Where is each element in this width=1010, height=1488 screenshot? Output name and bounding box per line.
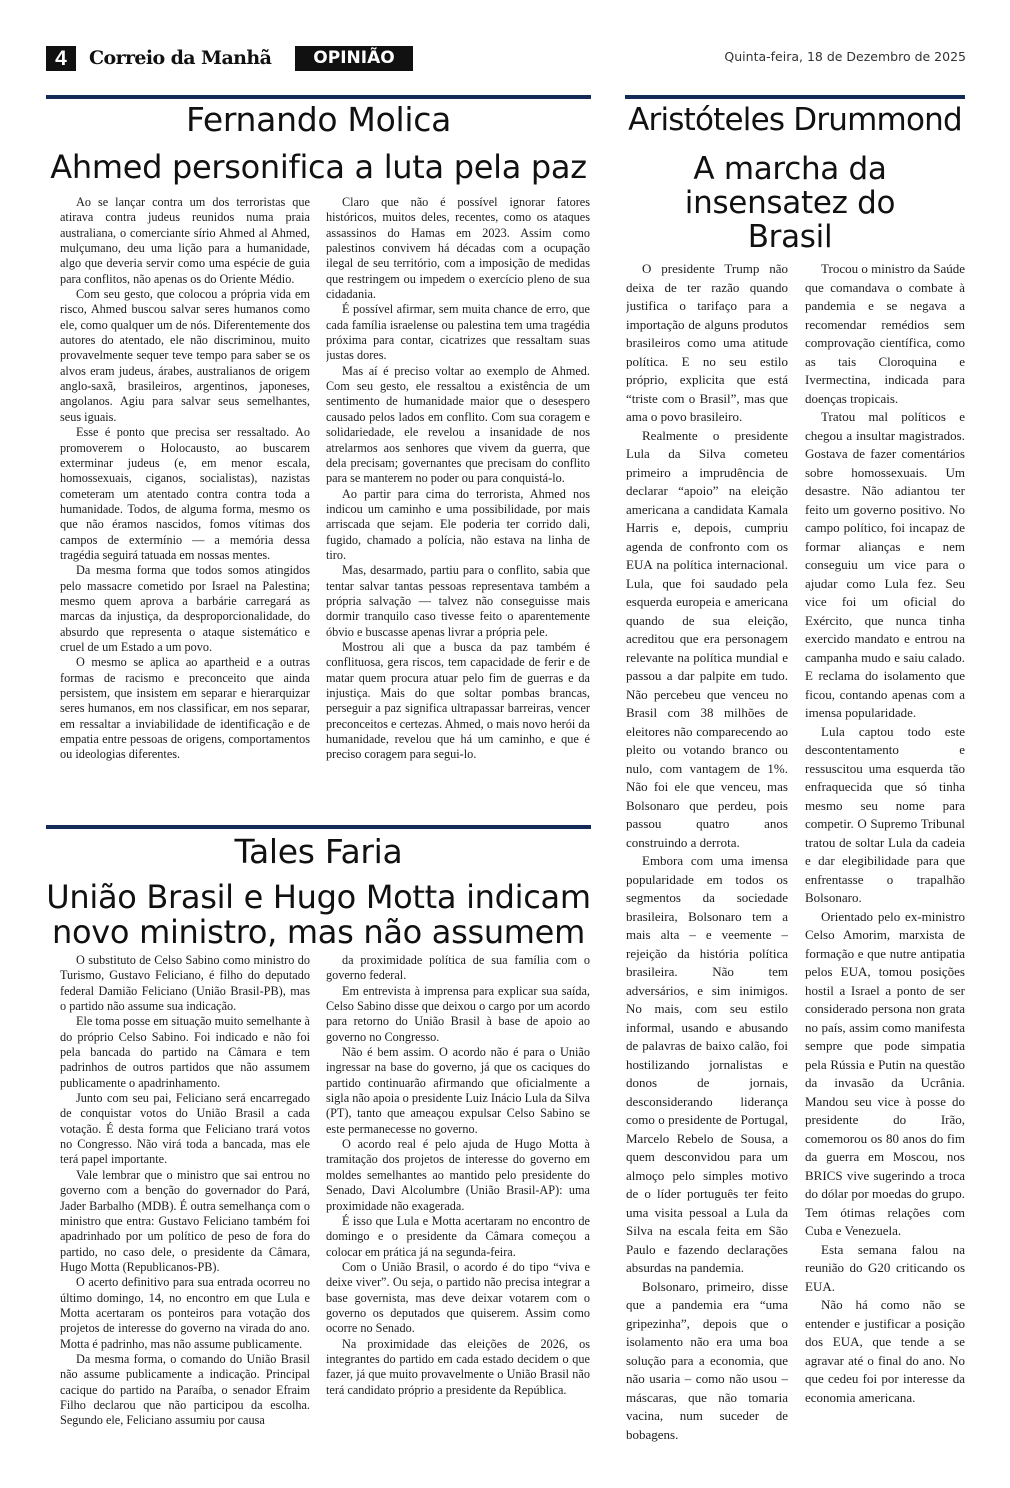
article-column <box>326 195 590 795</box>
author-name: Tales Faria <box>234 832 403 871</box>
author-name: Fernando Molica <box>185 100 451 139</box>
article-paragraph: Em entrevista à imprensa para explicar sua saída, Celso Sabino disse que deixou o cargo por um acordo para retorno do União Brasil à base de apoio ao governo no Congresso. <box>326 983 590 1044</box>
article-paragraph: O acerto definitivo para sua entrada ocorreu no último domingo, 14, no encontro em que Lula e Motta acertaram os ponteiros para votação dos projetos de interesse do governo na virada do ano. Motta é padrinho, mas não assume publicamente. <box>60 1275 310 1351</box>
article-paragraph: Com seu gesto, que colocou a própria vida em risco, Ahmed buscou salvar seres humanos como ele, como qualquer um de nós. Diferentemente dos autores do atentado, ele não discriminou, muito provavelmente sequer teve tempo para saber se os alvos eram judeus, árabes, australianos de origem anglo-saxã, brasileiros, argentinos, japoneses, angolanos. Agiu para salvar seus semelhantes, seus iguais. <box>60 287 310 424</box>
article-paragraph: Na proximidade das eleições de 2026, os integrantes do partido em cada estado decidem o que fazer, já que muito provavelmente o União Brasil não terá candidato próprio a presidente da República. <box>326 1336 590 1397</box>
article-paragraph: Tratou mal políticos e chegou a insultar magistrados. Gostava de fazer comentários sobre homossexuais. Um desastre. Não adiantou ter feito um governo positivo. No campo político, foi incapaz de formar alianças e nem conseguiu um vice para o ajudar como Lula fez. Seu vice foi um oficial do Exército, que nunca tinha exercido mandato e entrou na campanha mudo e saiu calado. E reclama do isolamento que ficou, contando apenas com a imensa popularidade. <box>805 409 965 720</box>
issue-date: Quinta-feira, 18 de Dezembro de 2025 <box>724 49 966 64</box>
article-paragraph: da proximidade política de sua família com o governo federal. <box>326 953 590 983</box>
article-paragraph: Ele toma posse em situação muito semelhante à do próprio Celso Sabino. Foi indicado e não foi pela bancada do partido na Câmara e tem padrinhos de outros partidos que não assumem publicamente o apadrinhamento. <box>60 1014 310 1090</box>
masthead-logo: Correio da Manhã <box>89 47 272 69</box>
section-rule <box>46 95 591 99</box>
article-paragraph: Da mesma forma que todos somos atingidos pelo massacre cometido por Israel na Palestina; mesmo quem aprova a barbárie carregará as marcas da injustiça, da desproporcionalidade, do absurdo que representa o ataque sistemático e cruel de um Estado a um povo. <box>60 563 310 654</box>
article-column <box>60 195 310 795</box>
article-paragraph: Trocou o ministro da Saúde que comandava o combate à pandemia e se negava a recomendar remédios sem comprovação científica, como as tais Cloroquina e Ivermectina, indicada para doenças tropicais. <box>805 261 965 406</box>
page-number: 4 <box>46 46 76 71</box>
section-label: OPINIÃO <box>295 46 413 71</box>
article-paragraph: Bolsonaro, primeiro, disse que a pandemia era “uma gripezinha”, depois que o isolamento não era uma boa solução para a economia, que não usaria – como não usou – máscaras, que não tomaria vacina, num suceder de bobagens. <box>626 1278 788 1442</box>
section-rule <box>625 95 965 99</box>
article-paragraph: Mas, desarmado, partiu para o conflito, sabia que tentar salvar tantas pessoas representava também a própria salvação — talvez não conseguisse mais dormir tranquilo caso tivesse feito o aparentemente óbvio e buscasse apenas livrar a própria pele. <box>326 563 590 639</box>
article-paragraph: Orientado pelo ex-ministro Celso Amorim, marxista de formação e que nutre antipatia pelos EUA, tomou posições hostil a Israel a ponto de ser considerado persona non grata no país, assim como manifesta sempre que pode simpatia pela Rússia e Putin na questão da invasão da Ucrânia. Mandou seu vice à posse do presidente do Irão, comemorou os 80 anos do fim da guerra em Moscou, nos BRICS vive sugerindo a troca do dólar por moedas do grupo. Tem ótimas relações com Cuba e Venezuela. <box>805 908 965 1238</box>
article-paragraph: Realmente o presidente Lula da Silva cometeu primeiro a imprudência de declarar “apoio” na eleição americana a candidata Kamala Harris e, depois, cumpriu agenda de confronto com os EUA na política internacional. Lula, que foi saudado pela esquerda europeia e americana quando de sua eleição, acreditou que era personagem relevante na política mundial e passou a dar palpite em tudo. Não percebeu que venceu no Brasil com 38 milhões de eleitores não comparecendo ao pleito ou votando branco ou nulo, com vantagem de 1%. Não foi ele que venceu, mas Bolsonaro que perdeu, pois passou quatro anos construindo a derrota. <box>626 427 788 850</box>
article-paragraph: Da mesma forma, o comando do União Brasil não assume publicamente a indicação. Principal cacique do partido na Paraíba, o senador Efraim Filho declarou que não participou da escolha. Segundo ele, Feliciano assumiu por causa <box>60 1351 310 1428</box>
article-paragraph: O substituto de Celso Sabino como ministro do Turismo, Gustavo Feliciano, é filho do deputado federal Damião Feliciano (União Brasil-PB), mas o partido não assume sua indicação. <box>60 953 310 1014</box>
article-paragraph: Ao se lançar contra um dos terroristas que atirava contra judeus reunidos numa praia australiana, o comerciante sírio Ahmed al Ahmed, mulçumano, deu uma lição para a humanidade, algo que deveria servir como uma espécie de guia para conflitos, não apenas os do Oriente Médio. <box>60 195 310 286</box>
section-rule <box>46 825 591 829</box>
article-column <box>326 953 590 1448</box>
article-paragraph: Vale lembrar que o ministro que sai entrou no governo com a benção do governador do Pará, Jader Barbalho (MDB). É outra semelhança com o ministro que entra: Gustavo Feliciano também foi apadrinhado por um político de peso de fora do partido, no caso dele, o presidente da Câmara, Hugo Motta (Republicanos-PB). <box>60 1167 310 1274</box>
article-paragraph: Mas aí é preciso voltar ao exemplo de Ahmed. Com seu gesto, ele ressaltou a existência de um sentimento de humanidade maior que o desespero causado pelos lados em conflito. Com sua coragem e solidariedade, ele revelou a insanidade de nos atrelarmos aos senhores que vivem da guerra, que dela precisam; governantes que precisam do conflito para se manterem no poder ou para conquistá-lo. <box>326 363 590 486</box>
article-paragraph: O presidente Trump não deixa de ter razão quando justifica o tarifaço para a importação de alguns produtos brasileiros como uma atitude política. E no seu estilo próprio, explicita que está “triste com o Brasil”, mas que ama o povo brasileiro. <box>626 261 788 424</box>
article-paragraph: O mesmo se aplica ao apartheid e a outras formas de racismo e preconceito que ainda persistem, que insistem em separar e hierarquizar seres humanos, em nos classificar, em nos separar, em ressaltar a inviabilidade de identificação e de empatia entre pessoas de origens, comportamentos ou ideologias diferentes. <box>60 655 310 762</box>
article-paragraph: Mostrou ali que a busca da paz também é conflituosa, gera riscos, tem capacidade de ferir e de matar quem procura atuar pelo fim de guerras e da injustiça. Mais do que soltar pombas brancas, perseguir a paz significa ultrapassar barreiras, vencer preconceitos e certezas. Ahmed, o mais novo herói da humanidade, revelou que há um caminho, e que é preciso coragem para segui-lo. <box>326 639 590 762</box>
article-paragraph: Lula captou todo este descontentamento e ressuscitou uma esquerda tão enfraquecida que só tinha mesmo seu nome para competir. O Supremo Tribunal tratou de soltar Lula da cadeia e dar elegibilidade para que enfrentasse o trapalhão Bolsonaro. <box>805 723 965 905</box>
article-paragraph: Não é bem assim. O acordo não é para o União ingressar na base do governo, já que os caciques do partido continuarão afirmando que oficialmente a sigla não apoia o presidente Luiz Inácio Lula da Silva (PT), tanto que ameaçou expulsar Celso Sabino se este permanecesse no governo. <box>326 1045 590 1136</box>
article-column <box>805 260 965 1450</box>
article-headline: A marcha da insensatez do Brasil <box>684 151 896 255</box>
article-paragraph: Claro que não é possível ignorar fatores históricos, muitos deles, recentes, como os ataques assassinos do Hamas em 2023. Assim como palestinos convivem há décadas com a ocupação ilegal de seu território, com a imposição de medidas que restringem ou impedem o exercício pleno de sua cidadania. <box>326 195 590 302</box>
article-column <box>60 953 310 1448</box>
article-headline: Ahmed personifica a luta pela paz <box>50 148 587 186</box>
article-paragraph: É possível afirmar, sem muita chance de erro, que cada família israelense ou palestina tem uma tragédia próxima para contar, cicatrizes que ressaltam suas justas dores. <box>326 302 590 363</box>
article-headline: União Brasil e Hugo Motta indicam novo ministro, mas não assumem <box>46 878 591 951</box>
article-paragraph: O acordo real é pelo ajuda de Hugo Motta à tramitação dos projetos de interesse do governo em moldes semelhantes ao mantido pelo presidente do Senado, Davi Alcolumbre (União Brasil-AP): uma proximidade não exagerada. <box>326 1137 590 1213</box>
article-paragraph: Não há como não se entender e justificar a posição dos EUA, que tende a se agravar até o final do ano. No que cedeu foi por interesse da economia americana. <box>805 1297 965 1405</box>
article-paragraph: Ao partir para cima do terrorista, Ahmed nos indicou um caminho e uma possibilidade, por mais arriscada que sejam. Ele poderia ter corrido dali, fugido, chamado a polícia, não estava na linha de tiro. <box>326 486 590 562</box>
article-paragraph: Junto com seu pai, Feliciano será encarregado de conquistar votos do União Brasil a cada votação. É desta forma que Feliciano trará votos no Congresso. Não virá toda a bancada, mas ele terá papel importante. <box>60 1091 310 1167</box>
article-paragraph: Embora com uma imensa popularidade em todos os segmentos da sociedade brasileira, Bolsonaro tem a mais alta – e veemente – rejeição da história política brasileira. Não tem adversários, e sim inimigos. No mais, com seu estilo informal, usando e abusando de palavras de baixo calão, foi hostilizando jornalistas e donos de jornais, desconsiderando liderança como o presidente de Portugal, Marcelo Rebelo de Sousa, a quem desconvidou para um almoço pelo simples motivo de o líder português ter feito uma visita pessoal a Lula da Silva na escala feita em São Paulo e fazendo declarações absurdas na pandemia. <box>626 853 788 1275</box>
article-paragraph: Esta semana falou na reunião do G20 criticando os EUA. <box>805 1241 965 1294</box>
article-paragraph: Esse é ponto que precisa ser ressaltado. Ao promoverem o Holocausto, ao buscarem exterminar judeus (e, em menor escala, homossexuais, ciganos, socialistas), nazistas cometeram um atentado contra contra toda a humanidade. Todos, de alguma forma, mesmo os que não éramos nascidos, fomos vítimas dos campos de extermínio — a memória dessa tragédia seguirá tatuada em nossas mentes. <box>60 425 310 562</box>
article-paragraph: Com o União Brasil, o acordo é do tipo “viva e deixe viver”. Ou seja, o partido não precisa integrar a base governista, mas deve deixar votarem com o governo os deputados que quiserem. Assim como ocorre no Senado. <box>326 1259 590 1336</box>
author-name: Aristóteles Drummond <box>628 102 962 138</box>
article-paragraph: É isso que Lula e Motta acertaram no encontro de domingo e o presidente da Câmara começou a colocar em prática já na segunda-feira. <box>326 1213 590 1259</box>
article-column <box>626 260 788 1450</box>
